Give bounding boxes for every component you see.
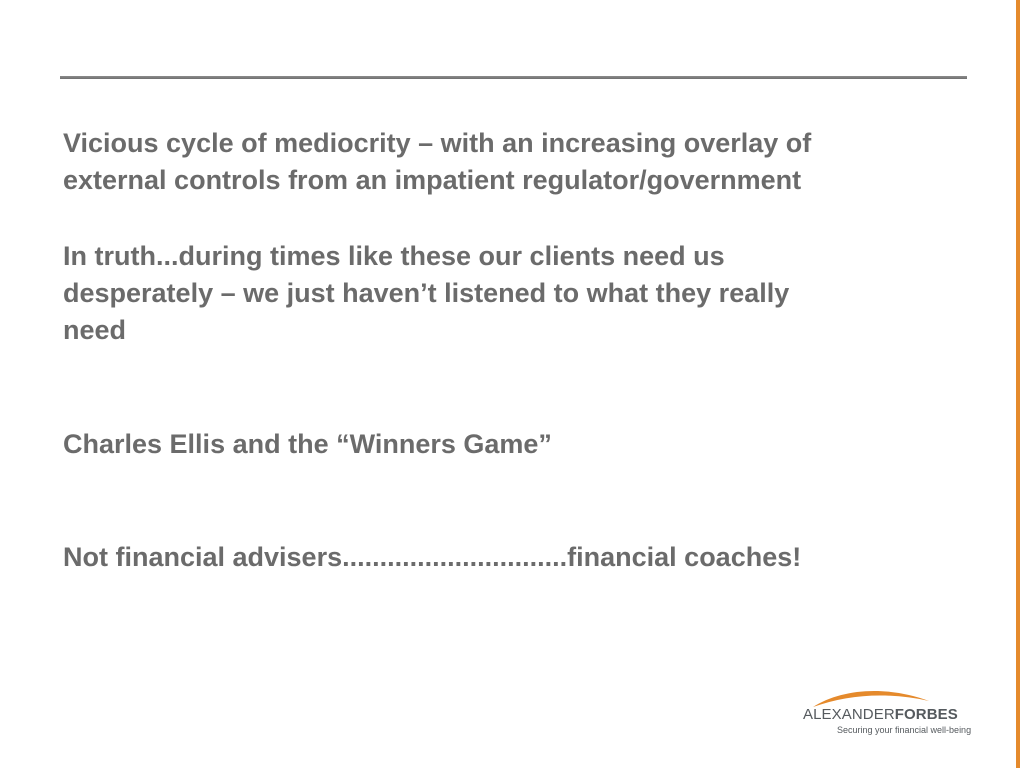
paragraph-financial-coaches: Not financial advisers..............................financial coaches! bbox=[63, 542, 802, 572]
logo-word-alexander: ALEXANDER bbox=[803, 706, 895, 723]
logo-wordmark bbox=[803, 706, 958, 724]
paragraph-vicious-cycle: Vicious cycle of mediocrity – with an increasing overlay of external controls from an impatient regulator/government bbox=[63, 128, 812, 195]
logo-word-forbes: FORBES bbox=[894, 706, 958, 723]
logo-tagline: Securing your financial well-being bbox=[837, 725, 972, 735]
paragraph-charles-ellis: Charles Ellis and the “Winners Game” bbox=[63, 429, 552, 459]
alexander-forbes-logo bbox=[803, 687, 979, 737]
title-divider bbox=[60, 76, 967, 79]
paragraph-in-truth: In truth...during times like these our clients need us desperately – we just haven’t listened to what they really need bbox=[63, 241, 790, 345]
right-accent-bar bbox=[1016, 0, 1020, 768]
